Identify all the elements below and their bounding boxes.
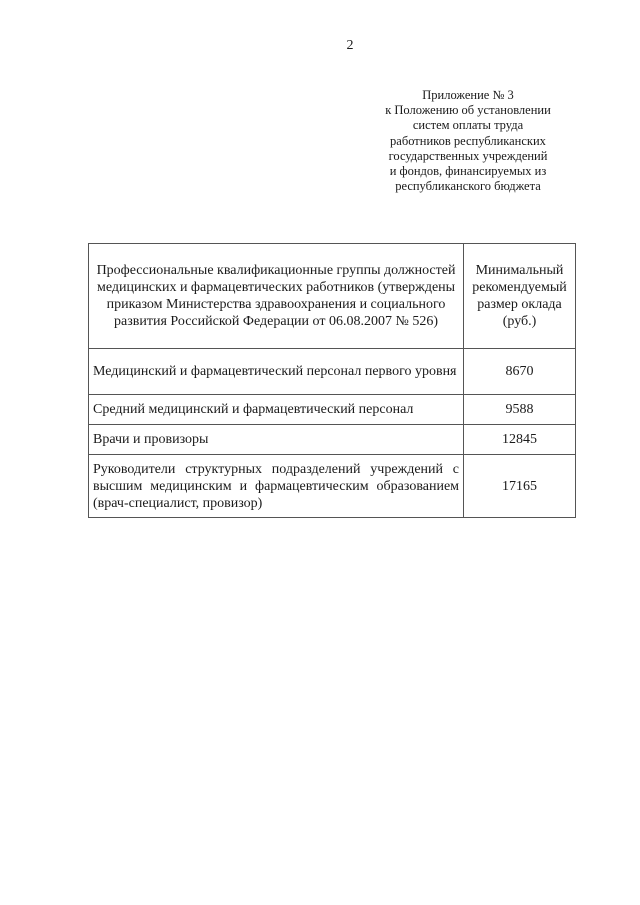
appendix-line: государственных учреждений xyxy=(388,148,548,163)
row-salary: 8670 xyxy=(464,349,576,395)
appendix-line: к Положению об установлении xyxy=(385,103,551,118)
appendix-line: республиканского бюджета xyxy=(395,179,541,194)
table-row xyxy=(89,425,576,455)
appendix-line: систем оплаты труда xyxy=(412,118,524,133)
row-group: Руководители структурных подразделений учреждений с высшим медицинским и фармацевтическим образованием (врач-специалист, провизор) xyxy=(89,455,464,518)
header-salary: Минимальный рекомендуемый размер оклада (руб.) xyxy=(464,244,576,349)
row-salary: 12845 xyxy=(464,425,576,455)
appendix-line: Приложение № 3 xyxy=(422,88,514,102)
table-row xyxy=(89,395,576,425)
salary-table xyxy=(88,243,576,518)
table-row xyxy=(89,349,576,395)
appendix-header xyxy=(368,88,568,194)
page-number: 2 xyxy=(346,38,354,53)
table-row xyxy=(89,455,576,518)
row-salary: 17165 xyxy=(464,455,576,518)
row-group: Медицинский и фармацевтический персонал первого уровня xyxy=(89,349,464,395)
row-salary: 9588 xyxy=(464,395,576,425)
header-group: Профессиональные квалификационные группы должностей медицинских и фармацевтических работников (утверждены приказом Министерства здравоохранения и социального развития Российской Федерации от 06.08.2007 № 526) xyxy=(89,244,464,349)
appendix-line: и фондов, финансируемых из xyxy=(389,164,547,179)
table-header-row xyxy=(89,244,576,349)
row-group: Врачи и провизоры xyxy=(89,425,464,455)
row-group: Средний медицинский и фармацевтический персонал xyxy=(89,395,464,425)
appendix-line: работников республиканских xyxy=(390,133,546,148)
